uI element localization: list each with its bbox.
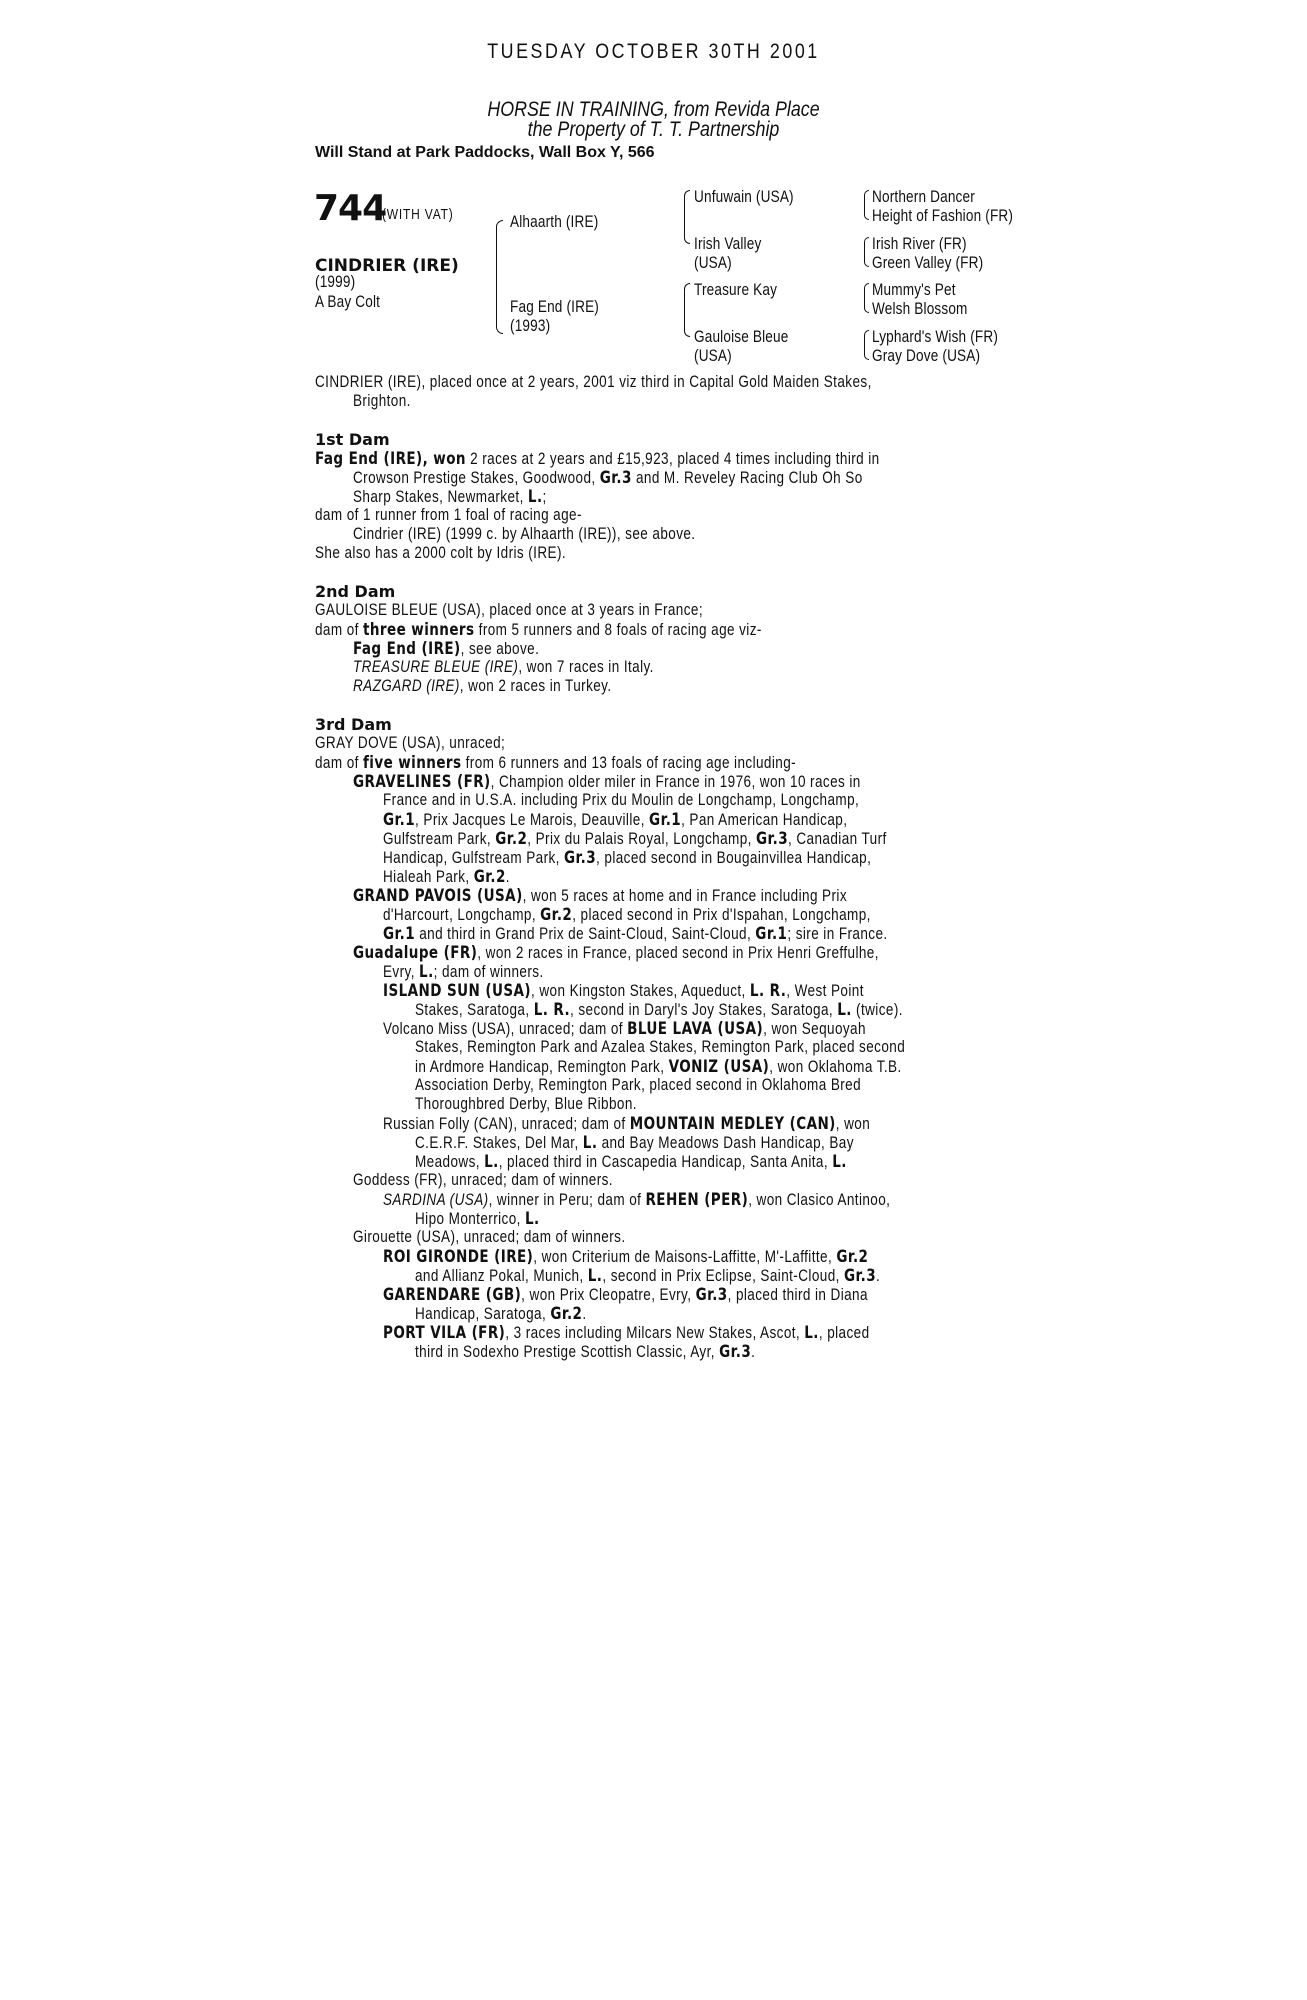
dam2-line: GAULOISE BLEUE (USA), placed once at 3 years in France; [315,601,704,619]
dam3-line [383,1285,901,1304]
text-run: Guadalupe (FR) [353,943,478,962]
dam3-line [383,1247,901,1266]
text-run: and Bay Meadows Dash Handicap, Bay [597,1134,854,1152]
text-run: BLUE LAVA (USA) [627,1019,764,1038]
dam3-line [315,753,889,772]
brace-g3 [864,283,869,313]
text-run: and Allianz Pokal, Munich, [415,1267,588,1285]
text-run: , won [835,1115,871,1133]
lot-title-line1: HORSE IN TRAINING, from Revida Place [487,98,820,121]
dam1-line [353,468,896,487]
text-run: , see above. [460,640,540,658]
dam2-line [353,677,896,696]
sale-date: TUESDAY OCTOBER 30TH 2001 [487,40,820,63]
text-run: five winners [362,753,462,772]
text-run: three winners [362,620,475,639]
dam3-line: France and in U.S.A. including Prix du Moulin de Longchamp, Longchamp, [383,791,860,809]
vat-note: (WITH VAT) [382,206,454,223]
dam3-line [415,1266,907,1285]
text-run: Russian Folly (CAN), unraced; dam of [383,1115,630,1133]
ped-sire-dam-2: (USA) [694,253,732,272]
text-run: VONIZ (USA) [668,1057,770,1076]
summary-line: CINDRIER (IRE), placed once at 2 years, 2001 viz third in Capital Gold Maiden Stakes, [315,373,872,391]
brace-sire-line [684,190,690,244]
text-run: from 6 runners and 13 foals of racing age including- [461,754,797,772]
text-run: , won 7 races in Italy. [518,658,654,676]
text-run: L. [804,1323,819,1342]
dam3-line [415,1342,907,1361]
ped-ssd: Height of Fashion (FR) [872,206,1014,225]
text-run: PORT VILA (FR) [383,1323,506,1342]
text-run: and M. Reveley Racing Club Oh So [631,469,863,487]
text-run: Fag End (IRE) [353,639,461,658]
text-run: GARENDARE (GB) [383,1285,522,1304]
text-run: from 5 runners and 8 foals of racing age viz- [474,621,762,639]
dam1-line: dam of 1 runner from 1 foal of racing age- [315,506,582,524]
text-run: Gr.1 [383,810,416,829]
text-run: Gr.2 [473,867,506,886]
ped-dsd: Welsh Blossom [872,299,968,318]
ped-dam-dam-1: Gauloise Bleue [694,327,789,346]
text-run: , winner in Peru; dam of [488,1191,646,1209]
text-run: . [505,868,510,886]
text-run: , won 2 races in Turkey. [459,677,612,695]
lot-title-line2: the Property of T. T. Partnership [527,118,780,141]
text-run: , Prix du Palais Royal, Longchamp, [527,830,756,848]
horse-year: (1999) [315,272,356,291]
text-run: , 3 races including Milcars New Stakes, Ascot, [505,1324,805,1342]
dam1-line: Cindrier (IRE) (1999 c. by Alhaarth (IRE)), see above. [353,525,696,543]
dam3-line [415,1000,907,1019]
brace-g4 [864,330,869,360]
text-run: , placed second in Bougainvillea Handicap, [596,849,872,867]
dam3-line [383,962,901,981]
text-run: Gr.1 [649,810,682,829]
text-run: Gr.3 [695,1285,728,1304]
text-run: GRAVELINES (FR) [353,772,491,791]
text-run: . [582,1305,587,1323]
text-run: GRAND PAVOIS (USA) [353,886,523,905]
dam3-line: Thoroughbred Derby, Blue Ribbon. [415,1095,637,1113]
text-run: , Pan American Handicap, [681,811,848,829]
text-run: , won Oklahoma T.B. [769,1058,902,1076]
brace-dam-line [684,283,690,337]
text-run: ; sire in France. [787,925,888,943]
ped-dam-dam-2: (USA) [694,346,732,365]
text-run: Gr.2 [550,1304,583,1323]
dam1-line [315,449,889,468]
text-run: , Prix Jacques Le Marois, Deauville, [415,811,650,829]
text-run: , won 5 races at home and in France including Prix [522,887,847,905]
text-run: L. [837,1000,852,1019]
text-run: Gr.2 [836,1247,869,1266]
text-run: L. R. [749,981,787,1000]
dam3-line [383,981,901,1000]
dam3-line [383,1019,901,1038]
dam3-line [353,772,896,791]
text-run: L. [527,487,543,506]
dam3-line [383,848,901,867]
text-run: , West Point [786,982,864,1000]
dam2-line [353,639,896,658]
text-run: RAZGARD (IRE) [353,677,460,695]
text-run: , placed third in Diana [727,1286,868,1304]
text-run: Volcano Miss (USA), unraced; dam of [383,1020,628,1038]
text-run: C.E.R.F. Stakes, Del Mar, [415,1134,583,1152]
ped-sds: Irish River (FR) [872,234,967,253]
dam3-line [383,1323,901,1342]
catalogue-body [315,373,1015,1361]
text-run: Handicap, Gulfstream Park, [383,849,565,867]
text-run: Hipo Monterrico, [415,1210,525,1228]
dam3-line [383,924,901,943]
dam3-line [383,867,901,886]
dam3-line [383,1190,901,1209]
text-run: Stakes, Saratoga, [415,1001,534,1019]
lot-number: 744 [314,188,387,229]
text-run: ; dam of winners. [433,963,544,981]
brace-sire-dam [496,220,503,334]
text-run: SARDINA (USA) [383,1191,489,1209]
text-run: L. [419,962,434,981]
text-run: Sharp Stakes, Newmarket, [353,488,528,506]
ped-sdd: Green Valley (FR) [872,253,984,272]
text-run: 2 races at 2 years and £15,923, placed 4 times including third in [465,450,880,468]
text-run: and third in Grand Prix de Saint-Cloud, Saint-Cloud, [415,925,756,943]
dam3-line: Goddess (FR), unraced; dam of winners. [353,1171,613,1189]
text-run: REHEN (PER) [645,1190,749,1209]
stand-location: Will Stand at Park Paddocks, Wall Box Y, 566 [315,144,655,161]
text-run: L. [484,1152,499,1171]
text-run: Gr.1 [755,924,788,943]
ped-ddd: Gray Dove (USA) [872,346,981,365]
text-run: , won Criterium de Maisons-Laffitte, M'-Laffitte, [533,1248,837,1266]
text-run: , won Sequoyah [763,1020,866,1038]
brace-g1 [864,190,869,220]
ped-dam: Fag End (IRE) [510,297,599,316]
text-run: , second in Daryl's Joy Stakes, Saratoga, [570,1001,838,1019]
text-run: third in Sodexho Prestige Scottish Classic, Ayr, [415,1343,720,1361]
text-run: Meadows, [415,1153,485,1171]
dam3-line [383,829,901,848]
ped-dss: Mummy's Pet [872,280,956,299]
dam3-line: GRAY DOVE (USA), unraced; [315,734,506,752]
dam2-line [315,620,889,639]
text-run: , second in Prix Eclipse, Saint-Cloud, [602,1267,844,1285]
dam1-line: She also has a 2000 colt by Idris (IRE). [315,544,567,562]
text-run: Gr.3 [843,1266,877,1285]
dam3-line [383,1114,901,1133]
dam3-line [383,905,901,924]
text-run: , won Clasico Antinoo, [748,1191,891,1209]
dam3-line [353,886,896,905]
ped-sire-dam-1: Irish Valley [694,234,762,253]
text-run: . [751,1343,756,1361]
text-run: L. [524,1209,540,1228]
horse-description: A Bay Colt [315,292,381,311]
text-run: Gr.3 [719,1342,752,1361]
text-run: , won 2 races in France, placed second in Prix Henri Greffulhe, [477,944,879,962]
text-run: Gr.2 [495,829,528,848]
text-run: Evry, [383,963,420,981]
text-run: ROI GIRONDE (IRE) [383,1247,534,1266]
text-run: L. [582,1133,598,1152]
text-run: , placed second in Prix d'Ispahan, Longchamp, [572,906,871,924]
text-run: Fag End (IRE), won [315,449,466,468]
text-run: L. [587,1266,603,1285]
dam1-line [353,487,896,506]
ped-sire: Alhaarth (IRE) [510,212,599,231]
horse-name: CINDRIER (IRE) [315,256,459,276]
dam3-line: Stakes, Remington Park and Azalea Stakes, Remington Park, placed second [415,1038,906,1056]
text-run: dam of [315,754,363,772]
dam3-line [415,1152,907,1171]
text-run: d'Harcourt, Longchamp, [383,906,541,924]
text-run: in Ardmore Handicap, Remington Park, [415,1058,669,1076]
ped-dds: Lyphard's Wish (FR) [872,327,999,346]
text-run: L. [832,1152,847,1171]
text-run: , won Kingston Stakes, Aqueduct, [531,982,750,1000]
second-dam-heading: 2nd Dam [315,582,396,601]
dam3-line [415,1133,907,1152]
dam3-line: Girouette (USA), unraced; dam of winners. [353,1228,626,1246]
brace-g2 [864,237,869,267]
summary-line: Brighton. [353,392,411,410]
text-run: Gr.1 [383,924,416,943]
text-run: Hialeah Park, [383,868,474,886]
text-run: dam of [315,621,363,639]
text-run: Gr.3 [599,468,632,487]
text-run: Gr.3 [564,848,597,867]
dam3-line [415,1209,907,1228]
ped-dam-sire: Treasure Kay [694,280,778,299]
dam3-line [353,943,896,962]
dam2-line [353,658,896,677]
text-run: MOUNTAIN MEDLEY (CAN) [629,1114,836,1133]
ped-dam-year: (1993) [510,316,551,335]
text-run: Handicap, Saratoga, [415,1305,551,1323]
dam3-line [415,1057,907,1076]
text-run: . [876,1267,881,1285]
first-dam-heading: 1st Dam [315,430,390,449]
text-run: , Champion older miler in France in 1976, won 10 races in [490,773,861,791]
text-run: , placed third in Cascapedia Handicap, Santa Anita, [498,1153,833,1171]
text-run: , placed [818,1324,870,1342]
text-run: , won Prix Cleopatre, Evry, [521,1286,696,1304]
dam3-line: Association Derby, Remington Park, placed second in Oklahoma Bred [415,1076,862,1094]
ped-sire-sire: Unfuwain (USA) [694,187,794,206]
text-run: TREASURE BLEUE (IRE) [353,658,519,676]
ped-sss: Northern Dancer [872,187,975,206]
text-run: , Canadian Turf [788,830,887,848]
third-dam-heading: 3rd Dam [315,715,392,734]
dam3-line [415,1304,907,1323]
text-run: (twice). [851,1001,903,1019]
text-run: Gr.3 [755,829,789,848]
text-run: ; [542,488,547,506]
dam3-line [383,810,901,829]
text-run: Gr.2 [540,905,573,924]
text-run: Crowson Prestige Stakes, Goodwood, [353,469,600,487]
text-run: Gulfstream Park, [383,830,496,848]
text-run: ISLAND SUN (USA) [383,981,532,1000]
text-run: L. R. [533,1000,571,1019]
